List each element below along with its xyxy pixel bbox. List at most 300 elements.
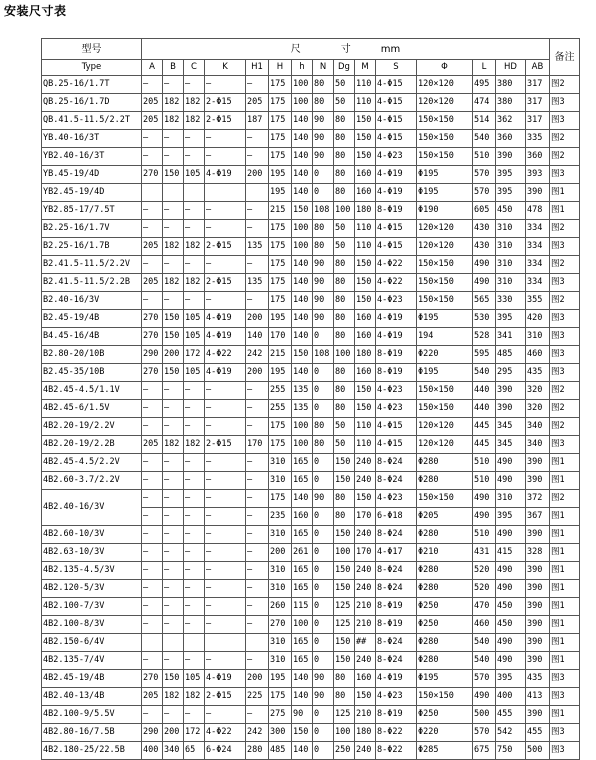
value-cell: 150	[355, 274, 376, 292]
value-cell: 195	[269, 670, 292, 688]
value-cell: 182	[184, 94, 205, 112]
value-cell: 80	[334, 184, 355, 202]
value-cell: 90	[313, 670, 334, 688]
value-cell: 341	[496, 328, 526, 346]
column-header: h	[292, 60, 313, 76]
value-cell: 460	[526, 346, 550, 364]
value-cell: 4-Φ15	[376, 436, 417, 454]
value-cell: Φ195	[417, 364, 473, 382]
column-header: H	[269, 60, 292, 76]
remark-cell: 图1	[550, 526, 580, 544]
value-cell: —	[142, 130, 163, 148]
value-cell: 8-Φ24	[376, 454, 417, 472]
table-row	[42, 130, 580, 148]
value-cell: 340	[526, 418, 550, 436]
value-cell: 8-Φ19	[376, 616, 417, 634]
table-row	[42, 490, 580, 508]
value-cell: —	[142, 490, 163, 508]
remark-cell: 图1	[550, 616, 580, 634]
value-cell: 160	[355, 328, 376, 346]
value-cell: 280	[246, 742, 269, 760]
column-header: M	[355, 60, 376, 76]
value-cell: 310	[496, 274, 526, 292]
value-cell: 413	[526, 688, 550, 706]
value-cell: —	[142, 652, 163, 670]
value-cell: 440	[473, 382, 496, 400]
value-cell: 4-Φ19	[205, 166, 246, 184]
remark-cell: 图3	[550, 688, 580, 706]
table-row	[42, 310, 580, 328]
value-cell: —	[205, 508, 246, 526]
value-cell: 135	[292, 400, 313, 418]
value-cell: 290	[142, 724, 163, 742]
model-cell: 4B2.120-5/3V	[42, 580, 142, 598]
table-row	[42, 742, 580, 760]
value-cell: 150×150	[417, 490, 473, 508]
value-cell: 150	[334, 652, 355, 670]
remark-cell: 图2	[550, 130, 580, 148]
table-row	[42, 148, 580, 166]
value-cell: 565	[473, 292, 496, 310]
value-cell: —	[205, 526, 246, 544]
value-cell: 172	[184, 724, 205, 742]
value-cell: 510	[473, 472, 496, 490]
remark-cell: 图3	[550, 670, 580, 688]
table-row	[42, 544, 580, 562]
value-cell: —	[246, 202, 269, 220]
value-cell: 2-Φ15	[205, 238, 246, 256]
value-cell: 530	[473, 310, 496, 328]
value-cell: 445	[473, 436, 496, 454]
value-cell	[205, 184, 246, 202]
value-cell: 120×120	[417, 94, 473, 112]
value-cell: —	[142, 400, 163, 418]
value-cell: 490	[496, 454, 526, 472]
value-cell: 120×120	[417, 436, 473, 454]
value-cell: 170	[355, 508, 376, 526]
table-row	[42, 238, 580, 256]
value-cell: —	[163, 562, 184, 580]
value-cell: 570	[473, 670, 496, 688]
value-cell: 490	[473, 256, 496, 274]
value-cell: 150	[292, 346, 313, 364]
value-cell: 175	[269, 94, 292, 112]
column-header: Dg	[334, 60, 355, 76]
model-cell: YB.40-16/3T	[42, 130, 142, 148]
remark-cell: 图2	[550, 292, 580, 310]
value-cell: 150×150	[417, 292, 473, 310]
remark-cell: 图1	[550, 580, 580, 598]
table-row	[42, 112, 580, 130]
remark-cell: 图1	[550, 634, 580, 652]
value-cell: 110	[355, 238, 376, 256]
value-cell: 150×150	[417, 400, 473, 418]
value-cell: 182	[184, 436, 205, 454]
value-cell: —	[184, 508, 205, 526]
remark-cell: 图1	[550, 706, 580, 724]
value-cell: 140	[292, 184, 313, 202]
value-cell: Φ195	[417, 310, 473, 328]
value-cell: 150	[163, 364, 184, 382]
value-cell: Φ250	[417, 706, 473, 724]
value-cell: —	[246, 598, 269, 616]
value-cell: 542	[496, 724, 526, 742]
value-cell: 110	[355, 76, 376, 94]
value-cell: 165	[292, 634, 313, 652]
value-cell: —	[163, 148, 184, 166]
value-cell: 4-Φ19	[205, 310, 246, 328]
value-cell: 4-Φ19	[205, 670, 246, 688]
value-cell: —	[184, 76, 205, 94]
value-cell: 125	[334, 616, 355, 634]
value-cell: —	[163, 706, 184, 724]
value-cell: 215	[269, 202, 292, 220]
value-cell: 165	[292, 454, 313, 472]
remark-cell: 图3	[550, 112, 580, 130]
value-cell: 200	[163, 724, 184, 742]
value-cell: 90	[313, 274, 334, 292]
value-cell: 90	[313, 310, 334, 328]
value-cell: —	[205, 292, 246, 310]
value-cell: Φ250	[417, 598, 473, 616]
value-cell: —	[184, 148, 205, 166]
remark-cell: 图2	[550, 400, 580, 418]
value-cell: —	[246, 652, 269, 670]
page-title: 安装尺寸表	[4, 4, 67, 18]
value-cell: Φ280	[417, 652, 473, 670]
value-cell: 140	[292, 166, 313, 184]
value-cell: 150	[355, 292, 376, 310]
value-cell: 65	[184, 742, 205, 760]
value-cell: 431	[473, 544, 496, 562]
value-cell: 205	[142, 274, 163, 292]
value-cell: 187	[246, 112, 269, 130]
value-cell: —	[205, 418, 246, 436]
value-cell: —	[163, 526, 184, 544]
value-cell: 80	[334, 508, 355, 526]
table-row	[42, 724, 580, 742]
value-cell: Φ280	[417, 562, 473, 580]
value-cell: 490	[473, 490, 496, 508]
value-cell: 420	[526, 310, 550, 328]
value-cell: —	[205, 220, 246, 238]
value-cell: 80	[334, 130, 355, 148]
table-row	[42, 382, 580, 400]
value-cell: 105	[184, 328, 205, 346]
value-cell: 2-Φ15	[205, 274, 246, 292]
value-cell: 250	[334, 742, 355, 760]
value-cell: 150	[355, 490, 376, 508]
value-cell: 90	[313, 688, 334, 706]
value-cell: 0	[313, 724, 334, 742]
value-cell: 0	[313, 184, 334, 202]
model-cell: QB.25-16/1.7T	[42, 76, 142, 94]
value-cell: 0	[313, 652, 334, 670]
value-cell: 270	[142, 670, 163, 688]
column-header: AB	[526, 60, 550, 76]
value-cell: 80	[334, 148, 355, 166]
value-cell: Φ280	[417, 634, 473, 652]
value-cell: ##	[355, 634, 376, 652]
value-cell: 2-Φ15	[205, 112, 246, 130]
value-cell: 175	[269, 418, 292, 436]
column-header: Φ	[417, 60, 473, 76]
value-cell: 242	[246, 724, 269, 742]
model-cell: 4B2.45-6/1.5V	[42, 400, 142, 418]
value-cell: 328	[526, 544, 550, 562]
value-cell: Φ195	[417, 670, 473, 688]
value-cell: 540	[473, 364, 496, 382]
model-cell: 4B2.63-10/3V	[42, 544, 142, 562]
value-cell: Φ210	[417, 544, 473, 562]
value-cell: 334	[526, 256, 550, 274]
value-cell: 182	[163, 112, 184, 130]
value-cell: 242	[246, 346, 269, 364]
value-cell: —	[246, 544, 269, 562]
value-cell: 310	[269, 580, 292, 598]
value-cell: 570	[473, 184, 496, 202]
value-cell: —	[205, 562, 246, 580]
value-cell: —	[163, 652, 184, 670]
value-cell: 0	[313, 328, 334, 346]
remark-cell: 图2	[550, 490, 580, 508]
value-cell: 105	[184, 310, 205, 328]
value-cell: 165	[292, 472, 313, 490]
value-cell: 175	[269, 256, 292, 274]
model-header: 型号	[42, 39, 142, 60]
value-cell: 390	[496, 382, 526, 400]
value-cell: —	[184, 202, 205, 220]
value-cell: 360	[496, 130, 526, 148]
column-header: B	[163, 60, 184, 76]
value-cell: 175	[269, 76, 292, 94]
column-header: N	[313, 60, 334, 76]
value-cell: 4-Φ23	[376, 148, 417, 166]
value-cell: 235	[269, 508, 292, 526]
value-cell: 334	[526, 238, 550, 256]
table-row	[42, 418, 580, 436]
value-cell: 490	[473, 508, 496, 526]
value-cell: 182	[163, 436, 184, 454]
value-cell: —	[142, 598, 163, 616]
value-cell: —	[205, 472, 246, 490]
value-cell: 450	[496, 202, 526, 220]
value-cell: 210	[355, 706, 376, 724]
value-cell: 105	[184, 364, 205, 382]
value-cell: 140	[292, 328, 313, 346]
value-cell: 150×150	[417, 112, 473, 130]
value-cell: 80	[334, 292, 355, 310]
value-cell: —	[163, 472, 184, 490]
value-cell: 0	[313, 544, 334, 562]
value-cell: —	[163, 580, 184, 598]
value-cell: 4-Φ15	[376, 76, 417, 94]
value-cell: 310	[269, 526, 292, 544]
value-cell: 100	[334, 346, 355, 364]
table-row	[42, 706, 580, 724]
value-cell: —	[205, 202, 246, 220]
value-cell: —	[184, 256, 205, 274]
value-cell: 4-Φ19	[376, 310, 417, 328]
value-cell: 175	[269, 220, 292, 238]
value-cell: —	[142, 580, 163, 598]
value-cell: 4-Φ15	[376, 94, 417, 112]
value-cell: 80	[334, 688, 355, 706]
table-row	[42, 346, 580, 364]
value-cell: 300	[269, 724, 292, 742]
value-cell: 108	[313, 346, 334, 364]
value-cell: —	[163, 508, 184, 526]
value-cell: 170	[355, 544, 376, 562]
value-cell: 80	[334, 166, 355, 184]
value-cell: —	[246, 292, 269, 310]
value-cell: 2-Φ15	[205, 436, 246, 454]
value-cell: —	[163, 490, 184, 508]
value-cell: —	[142, 544, 163, 562]
value-cell: 140	[246, 328, 269, 346]
value-cell: —	[246, 418, 269, 436]
value-cell: 334	[526, 220, 550, 238]
value-cell: 450	[496, 598, 526, 616]
value-cell: 367	[526, 508, 550, 526]
value-cell: 150	[292, 724, 313, 742]
value-cell: 100	[292, 418, 313, 436]
remark-cell: 图3	[550, 742, 580, 760]
table-row	[42, 562, 580, 580]
value-cell: 4-Φ22	[205, 346, 246, 364]
value-cell: 140	[292, 256, 313, 274]
remark-cell: 图3	[550, 328, 580, 346]
value-cell: 495	[473, 76, 496, 94]
table-row	[42, 400, 580, 418]
value-cell: 310	[496, 490, 526, 508]
value-cell: 595	[473, 346, 496, 364]
value-cell: 175	[269, 292, 292, 310]
value-cell: 182	[163, 94, 184, 112]
model-cell: QB.25-16/1.7D	[42, 94, 142, 112]
value-cell: 8-Φ19	[376, 202, 417, 220]
model-cell: B2.25-16/1.7V	[42, 220, 142, 238]
value-cell: 540	[473, 652, 496, 670]
value-cell: 340	[526, 436, 550, 454]
value-cell: 478	[526, 202, 550, 220]
remark-cell: 图2	[550, 220, 580, 238]
value-cell: —	[205, 616, 246, 634]
value-cell: 50	[334, 220, 355, 238]
table-row	[42, 166, 580, 184]
value-cell: —	[184, 526, 205, 544]
value-cell: —	[163, 76, 184, 94]
value-cell: 317	[526, 112, 550, 130]
value-cell: 50	[334, 436, 355, 454]
value-cell: 240	[355, 526, 376, 544]
value-cell: 108	[313, 202, 334, 220]
value-cell: 160	[355, 310, 376, 328]
value-cell: 310	[269, 454, 292, 472]
value-cell: 50	[334, 418, 355, 436]
value-cell: —	[184, 130, 205, 148]
value-cell: 570	[473, 166, 496, 184]
value-cell: —	[246, 508, 269, 526]
value-cell: 400	[496, 688, 526, 706]
value-cell: —	[184, 400, 205, 418]
table-row	[42, 94, 580, 112]
value-cell: 270	[142, 328, 163, 346]
value-cell: 360	[526, 148, 550, 166]
remark-cell: 图3	[550, 724, 580, 742]
value-cell: 80	[313, 76, 334, 94]
value-cell: 395	[496, 508, 526, 526]
value-cell: 310	[496, 256, 526, 274]
model-cell: 4B2.60-10/3V	[42, 526, 142, 544]
value-cell: —	[142, 526, 163, 544]
value-cell: 195	[269, 166, 292, 184]
value-cell: 140	[292, 148, 313, 166]
value-cell: 430	[473, 238, 496, 256]
value-cell: 120×120	[417, 238, 473, 256]
value-cell: 180	[355, 202, 376, 220]
value-cell: 540	[473, 130, 496, 148]
value-cell: —	[184, 706, 205, 724]
value-cell: —	[184, 562, 205, 580]
value-cell: —	[163, 454, 184, 472]
remark-cell: 图1	[550, 202, 580, 220]
table-row	[42, 454, 580, 472]
value-cell: 205	[142, 94, 163, 112]
value-cell: 8-Φ24	[376, 526, 417, 544]
value-cell: 100	[292, 616, 313, 634]
value-cell: 90	[292, 706, 313, 724]
value-cell: 175	[269, 112, 292, 130]
value-cell	[246, 184, 269, 202]
value-cell: —	[163, 256, 184, 274]
value-cell: 395	[496, 310, 526, 328]
value-cell: 175	[269, 436, 292, 454]
value-cell: 500	[526, 742, 550, 760]
value-cell: 490	[496, 472, 526, 490]
value-cell: 380	[496, 94, 526, 112]
value-cell: 150×150	[417, 130, 473, 148]
value-cell: 490	[496, 580, 526, 598]
value-cell: 175	[269, 274, 292, 292]
value-cell: Φ250	[417, 616, 473, 634]
value-cell: 160	[355, 184, 376, 202]
value-cell: 310	[526, 328, 550, 346]
value-cell: 150	[163, 328, 184, 346]
value-cell: 310	[269, 634, 292, 652]
value-cell: —	[246, 130, 269, 148]
value-cell: 80	[313, 94, 334, 112]
value-cell: 125	[334, 706, 355, 724]
value-cell: 210	[355, 616, 376, 634]
value-cell: 295	[496, 364, 526, 382]
value-cell: 200	[246, 166, 269, 184]
value-cell: 261	[292, 544, 313, 562]
value-cell: 4-Φ15	[376, 238, 417, 256]
model-cell: YB2.45-19/4D	[42, 184, 142, 202]
value-cell: Φ205	[417, 508, 473, 526]
value-cell	[163, 184, 184, 202]
value-cell: —	[184, 616, 205, 634]
value-cell: 334	[526, 274, 550, 292]
value-cell: 182	[163, 238, 184, 256]
value-cell: 390	[526, 598, 550, 616]
value-cell: 510	[473, 526, 496, 544]
value-cell: 345	[496, 418, 526, 436]
value-cell: 140	[292, 364, 313, 382]
value-cell: —	[163, 400, 184, 418]
value-cell: 195	[269, 310, 292, 328]
